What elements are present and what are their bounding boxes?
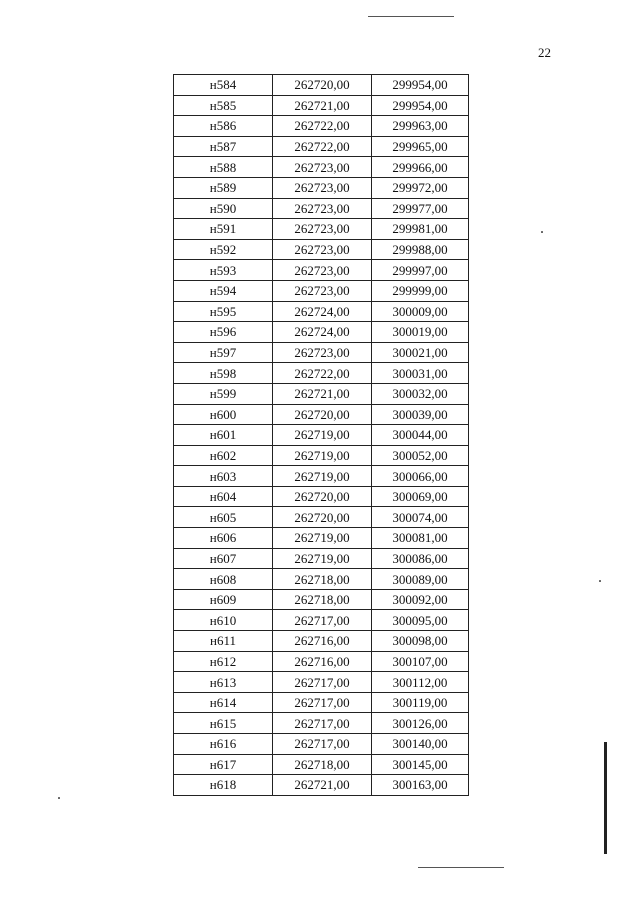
point-id-cell: н596 — [174, 322, 273, 343]
table-row — [174, 775, 469, 796]
table-row — [174, 425, 469, 446]
x-coordinate-cell: 262719,00 — [273, 466, 372, 487]
y-coordinate-cell: 300081,00 — [372, 528, 469, 549]
point-id-cell: н590 — [174, 198, 273, 219]
x-coordinate-cell: 262723,00 — [273, 342, 372, 363]
table-row — [174, 672, 469, 693]
y-coordinate-cell: 300019,00 — [372, 322, 469, 343]
table-row — [174, 301, 469, 322]
scan-speck — [58, 797, 60, 799]
x-coordinate-cell: 262719,00 — [273, 425, 372, 446]
point-id-cell: н591 — [174, 219, 273, 240]
x-coordinate-cell: 262724,00 — [273, 322, 372, 343]
table-row — [174, 466, 469, 487]
point-id-cell: н597 — [174, 342, 273, 363]
x-coordinate-cell: 262723,00 — [273, 219, 372, 240]
table-row — [174, 692, 469, 713]
y-coordinate-cell: 299999,00 — [372, 280, 469, 301]
point-id-cell: н584 — [174, 75, 273, 96]
x-coordinate-cell: 262723,00 — [273, 260, 372, 281]
coordinates-table — [173, 74, 469, 796]
y-coordinate-cell: 300009,00 — [372, 301, 469, 322]
point-id-cell: н616 — [174, 734, 273, 755]
table-row — [174, 280, 469, 301]
table-row — [174, 507, 469, 528]
bottom-rule — [418, 867, 504, 868]
table-row — [174, 610, 469, 631]
point-id-cell: н595 — [174, 301, 273, 322]
x-coordinate-cell: 262720,00 — [273, 404, 372, 425]
table-row — [174, 95, 469, 116]
point-id-cell: н587 — [174, 136, 273, 157]
y-coordinate-cell: 300086,00 — [372, 548, 469, 569]
x-coordinate-cell: 262723,00 — [273, 280, 372, 301]
y-coordinate-cell: 299963,00 — [372, 116, 469, 137]
x-coordinate-cell: 262721,00 — [273, 383, 372, 404]
table-row — [174, 177, 469, 198]
point-id-cell: н585 — [174, 95, 273, 116]
table-row — [174, 486, 469, 507]
point-id-cell: н602 — [174, 445, 273, 466]
y-coordinate-cell: 300031,00 — [372, 363, 469, 384]
y-coordinate-cell: 300032,00 — [372, 383, 469, 404]
x-coordinate-cell: 262718,00 — [273, 589, 372, 610]
table-row — [174, 734, 469, 755]
y-coordinate-cell: 300140,00 — [372, 734, 469, 755]
table-row — [174, 342, 469, 363]
y-coordinate-cell: 300089,00 — [372, 569, 469, 590]
x-coordinate-cell: 262723,00 — [273, 198, 372, 219]
x-coordinate-cell: 262716,00 — [273, 651, 372, 672]
y-coordinate-cell: 299954,00 — [372, 95, 469, 116]
x-coordinate-cell: 262724,00 — [273, 301, 372, 322]
x-coordinate-cell: 262717,00 — [273, 692, 372, 713]
table-row — [174, 383, 469, 404]
y-coordinate-cell: 299997,00 — [372, 260, 469, 281]
y-coordinate-cell: 300074,00 — [372, 507, 469, 528]
y-coordinate-cell: 300044,00 — [372, 425, 469, 446]
x-coordinate-cell: 262722,00 — [273, 116, 372, 137]
point-id-cell: н588 — [174, 157, 273, 178]
point-id-cell: н586 — [174, 116, 273, 137]
point-id-cell: н606 — [174, 528, 273, 549]
point-id-cell: н599 — [174, 383, 273, 404]
table-row — [174, 548, 469, 569]
x-coordinate-cell: 262723,00 — [273, 239, 372, 260]
table-row — [174, 528, 469, 549]
x-coordinate-cell: 262718,00 — [273, 754, 372, 775]
table-row — [174, 219, 469, 240]
table-row — [174, 651, 469, 672]
y-coordinate-cell: 300126,00 — [372, 713, 469, 734]
x-coordinate-cell: 262719,00 — [273, 528, 372, 549]
point-id-cell: н613 — [174, 672, 273, 693]
point-id-cell: н610 — [174, 610, 273, 631]
y-coordinate-cell: 300098,00 — [372, 631, 469, 652]
point-id-cell: н607 — [174, 548, 273, 569]
x-coordinate-cell: 262719,00 — [273, 445, 372, 466]
x-coordinate-cell: 262716,00 — [273, 631, 372, 652]
x-coordinate-cell: 262721,00 — [273, 775, 372, 796]
y-coordinate-cell: 299965,00 — [372, 136, 469, 157]
y-coordinate-cell: 299981,00 — [372, 219, 469, 240]
point-id-cell: н592 — [174, 239, 273, 260]
y-coordinate-cell: 300107,00 — [372, 651, 469, 672]
table-row — [174, 136, 469, 157]
point-id-cell: н600 — [174, 404, 273, 425]
y-coordinate-cell: 300066,00 — [372, 466, 469, 487]
y-coordinate-cell: 300095,00 — [372, 610, 469, 631]
y-coordinate-cell: 299972,00 — [372, 177, 469, 198]
table-row — [174, 363, 469, 384]
point-id-cell: н618 — [174, 775, 273, 796]
table-row — [174, 713, 469, 734]
y-coordinate-cell: 300112,00 — [372, 672, 469, 693]
table-row — [174, 260, 469, 281]
y-coordinate-cell: 300145,00 — [372, 754, 469, 775]
point-id-cell: н601 — [174, 425, 273, 446]
scan-speck — [599, 580, 601, 582]
x-coordinate-cell: 262720,00 — [273, 507, 372, 528]
y-coordinate-cell: 300119,00 — [372, 692, 469, 713]
point-id-cell: н614 — [174, 692, 273, 713]
x-coordinate-cell: 262723,00 — [273, 157, 372, 178]
point-id-cell: н594 — [174, 280, 273, 301]
table-row — [174, 445, 469, 466]
x-coordinate-cell: 262717,00 — [273, 610, 372, 631]
x-coordinate-cell: 262717,00 — [273, 672, 372, 693]
scan-speck — [541, 231, 543, 233]
table-row — [174, 157, 469, 178]
table-row — [174, 631, 469, 652]
page-number: 22 — [538, 45, 551, 60]
x-coordinate-cell: 262717,00 — [273, 734, 372, 755]
x-coordinate-cell: 262720,00 — [273, 75, 372, 96]
top-rule — [368, 16, 454, 17]
y-coordinate-cell: 299954,00 — [372, 75, 469, 96]
point-id-cell: н611 — [174, 631, 273, 652]
point-id-cell: н612 — [174, 651, 273, 672]
x-coordinate-cell: 262721,00 — [273, 95, 372, 116]
table-row — [174, 116, 469, 137]
table-row — [174, 404, 469, 425]
x-coordinate-cell: 262718,00 — [273, 569, 372, 590]
point-id-cell: н604 — [174, 486, 273, 507]
y-coordinate-cell: 299977,00 — [372, 198, 469, 219]
point-id-cell: н605 — [174, 507, 273, 528]
scan-edge-mark — [604, 742, 607, 854]
y-coordinate-cell: 300163,00 — [372, 775, 469, 796]
y-coordinate-cell: 300039,00 — [372, 404, 469, 425]
table-row — [174, 569, 469, 590]
y-coordinate-cell: 299966,00 — [372, 157, 469, 178]
point-id-cell: н617 — [174, 754, 273, 775]
table-row — [174, 322, 469, 343]
coordinates-table-body — [174, 75, 469, 796]
x-coordinate-cell: 262722,00 — [273, 363, 372, 384]
point-id-cell: н608 — [174, 569, 273, 590]
point-id-cell: н603 — [174, 466, 273, 487]
y-coordinate-cell: 300052,00 — [372, 445, 469, 466]
x-coordinate-cell: 262720,00 — [273, 486, 372, 507]
y-coordinate-cell: 299988,00 — [372, 239, 469, 260]
table-row — [174, 239, 469, 260]
point-id-cell: н589 — [174, 177, 273, 198]
table-row — [174, 198, 469, 219]
y-coordinate-cell: 300092,00 — [372, 589, 469, 610]
table-row — [174, 589, 469, 610]
table-row — [174, 75, 469, 96]
y-coordinate-cell: 300069,00 — [372, 486, 469, 507]
y-coordinate-cell: 300021,00 — [372, 342, 469, 363]
x-coordinate-cell: 262722,00 — [273, 136, 372, 157]
x-coordinate-cell: 262717,00 — [273, 713, 372, 734]
point-id-cell: н609 — [174, 589, 273, 610]
point-id-cell: н598 — [174, 363, 273, 384]
x-coordinate-cell: 262723,00 — [273, 177, 372, 198]
table-row — [174, 754, 469, 775]
x-coordinate-cell: 262719,00 — [273, 548, 372, 569]
point-id-cell: н593 — [174, 260, 273, 281]
point-id-cell: н615 — [174, 713, 273, 734]
